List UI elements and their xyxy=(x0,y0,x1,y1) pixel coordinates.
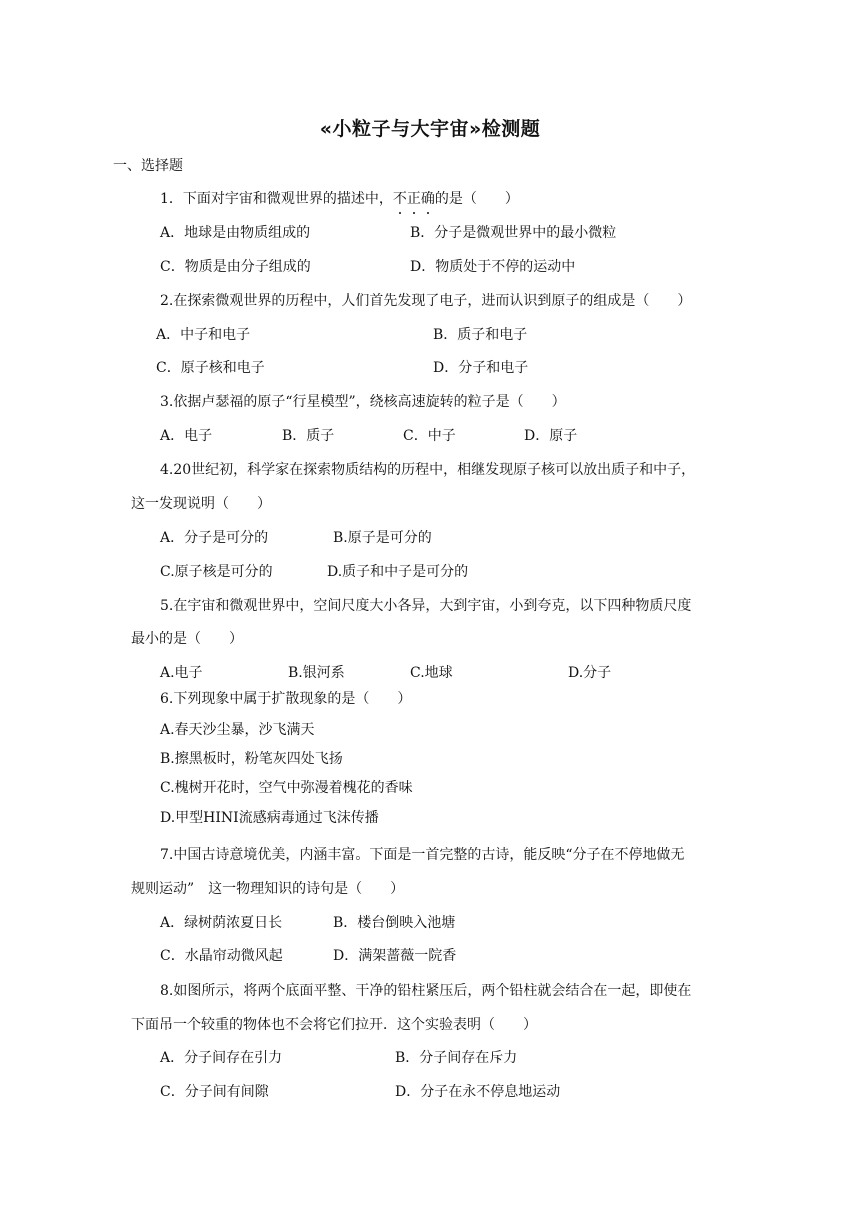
question-3-option-d: D．原子 xyxy=(524,428,578,444)
question-6-option-b: B.擦黑板时，粉笔灰四处飞扬 xyxy=(160,751,343,767)
question-5-option-d: D.分子 xyxy=(568,665,612,681)
page-title: «小粒子与大宇宙»检测题 xyxy=(319,118,541,140)
emphasis-char: 确 xyxy=(420,191,435,207)
question-6-option-c: C.槐树开花时，空气中弥漫着槐花的香味 xyxy=(160,780,413,796)
emphasis-char: 不 xyxy=(392,191,407,207)
question-7-stem-line-1: 7.中国古诗意境优美，内涵丰富。下面是一首完整的古诗，能反映“分子在不停地做无 xyxy=(160,847,685,863)
question-7-option-c: C．水晶帘动微风起 xyxy=(160,948,283,964)
question-2-option-b: B．质子和电子 xyxy=(433,327,528,343)
question-6-stem: 6.下列现象中属于扩散现象的是（ ） xyxy=(160,691,412,707)
question-7-option-b: B．楼台倒映入池塘 xyxy=(333,915,456,931)
question-7-option-a: A．绿树荫浓夏日长 xyxy=(160,915,283,931)
question-4-option-b: B.原子是可分的 xyxy=(333,530,432,546)
question-8-option-a: A．分子间存在引力 xyxy=(160,1050,283,1066)
question-5-option-c: C.地球 xyxy=(410,665,453,681)
question-7-option-d: D．满架蔷薇一院香 xyxy=(333,948,457,964)
question-4-option-a: A．分子是可分的 xyxy=(160,530,269,546)
question-8-stem-line-1: 8.如图所示，将两个底面平整、干净的铅柱紧压后，两个铅柱就会结合在一起，即使在 xyxy=(160,983,692,999)
question-1-option-a: A．地球是由物质组成的 xyxy=(160,225,311,241)
question-8-option-b: B．分子间存在斥力 xyxy=(395,1050,518,1066)
question-2-stem: 2.在探索微观世界的历程中，人们首先发现了电子，进而认识到原子的组成是（ ） xyxy=(160,293,692,309)
question-3-option-b: B．质子 xyxy=(282,428,335,444)
section-heading: 一、选择题 xyxy=(113,158,183,174)
question-2-option-a: A．中子和电子 xyxy=(156,327,251,343)
question-5-stem-line-1: 5.在宇宙和微观世界中，空间尺度大小各异，大到宇宙，小到夸克，以下四种物质尺度 xyxy=(160,598,692,614)
question-6-option-d: D.甲型HINI流感病毒通过飞沫传播 xyxy=(160,810,379,826)
question-8-option-d: D．分子在永不停息地运动 xyxy=(395,1084,561,1100)
question-4-stem-line-1: 4.20世纪初，科学家在探索物质结构的历程中，相继发现原子核可以放出质子和中子， xyxy=(160,462,696,478)
question-1-stem xyxy=(160,189,519,209)
question-6-option-a: A.春天沙尘暴，沙飞满天 xyxy=(160,722,315,738)
question-7-stem-line-2: 规则运动” 这一物理知识的诗句是（ ） xyxy=(131,881,405,897)
question-3-option-a: A．电子 xyxy=(160,428,213,444)
question-8-stem-line-2: 下面吊一个较重的物体也不会将它们拉开．这个实验表明（ ） xyxy=(131,1017,537,1033)
question-4-option-c: C.原子核是可分的 xyxy=(160,564,273,580)
question-1-stem-part-1: 1．下面对宇宙和微观世界的描述中， xyxy=(160,191,393,207)
question-5-option-a: A.电子 xyxy=(160,665,203,681)
question-2-option-d: D．分子和电子 xyxy=(433,360,529,376)
question-4-option-d: D.质子和中子是可分的 xyxy=(327,564,469,580)
question-3-stem: 3.依据卢瑟福的原子“行星模型”，绕核高速旋转的粒子是（ ） xyxy=(160,394,566,410)
question-4-stem-line-2: 这一发现说明（ ） xyxy=(131,496,271,512)
question-5-option-b: B.银河系 xyxy=(288,665,345,681)
question-1-option-d: D．物质处于不停的运动中 xyxy=(410,259,576,275)
question-1-option-c: C．物质是由分子组成的 xyxy=(160,259,311,275)
question-3-option-c: C．中子 xyxy=(403,428,456,444)
question-8-option-c: C．分子间有间隙 xyxy=(160,1084,269,1100)
question-2-option-c: C．原子核和电子 xyxy=(156,360,265,376)
emphasis-char: 正 xyxy=(406,191,421,207)
question-1-stem-part-2: 的是（ ） xyxy=(434,191,519,207)
question-1-option-b: B．分子是微观世界中的最小微粒 xyxy=(410,225,617,241)
question-5-stem-line-2: 最小的是（ ） xyxy=(131,631,243,647)
